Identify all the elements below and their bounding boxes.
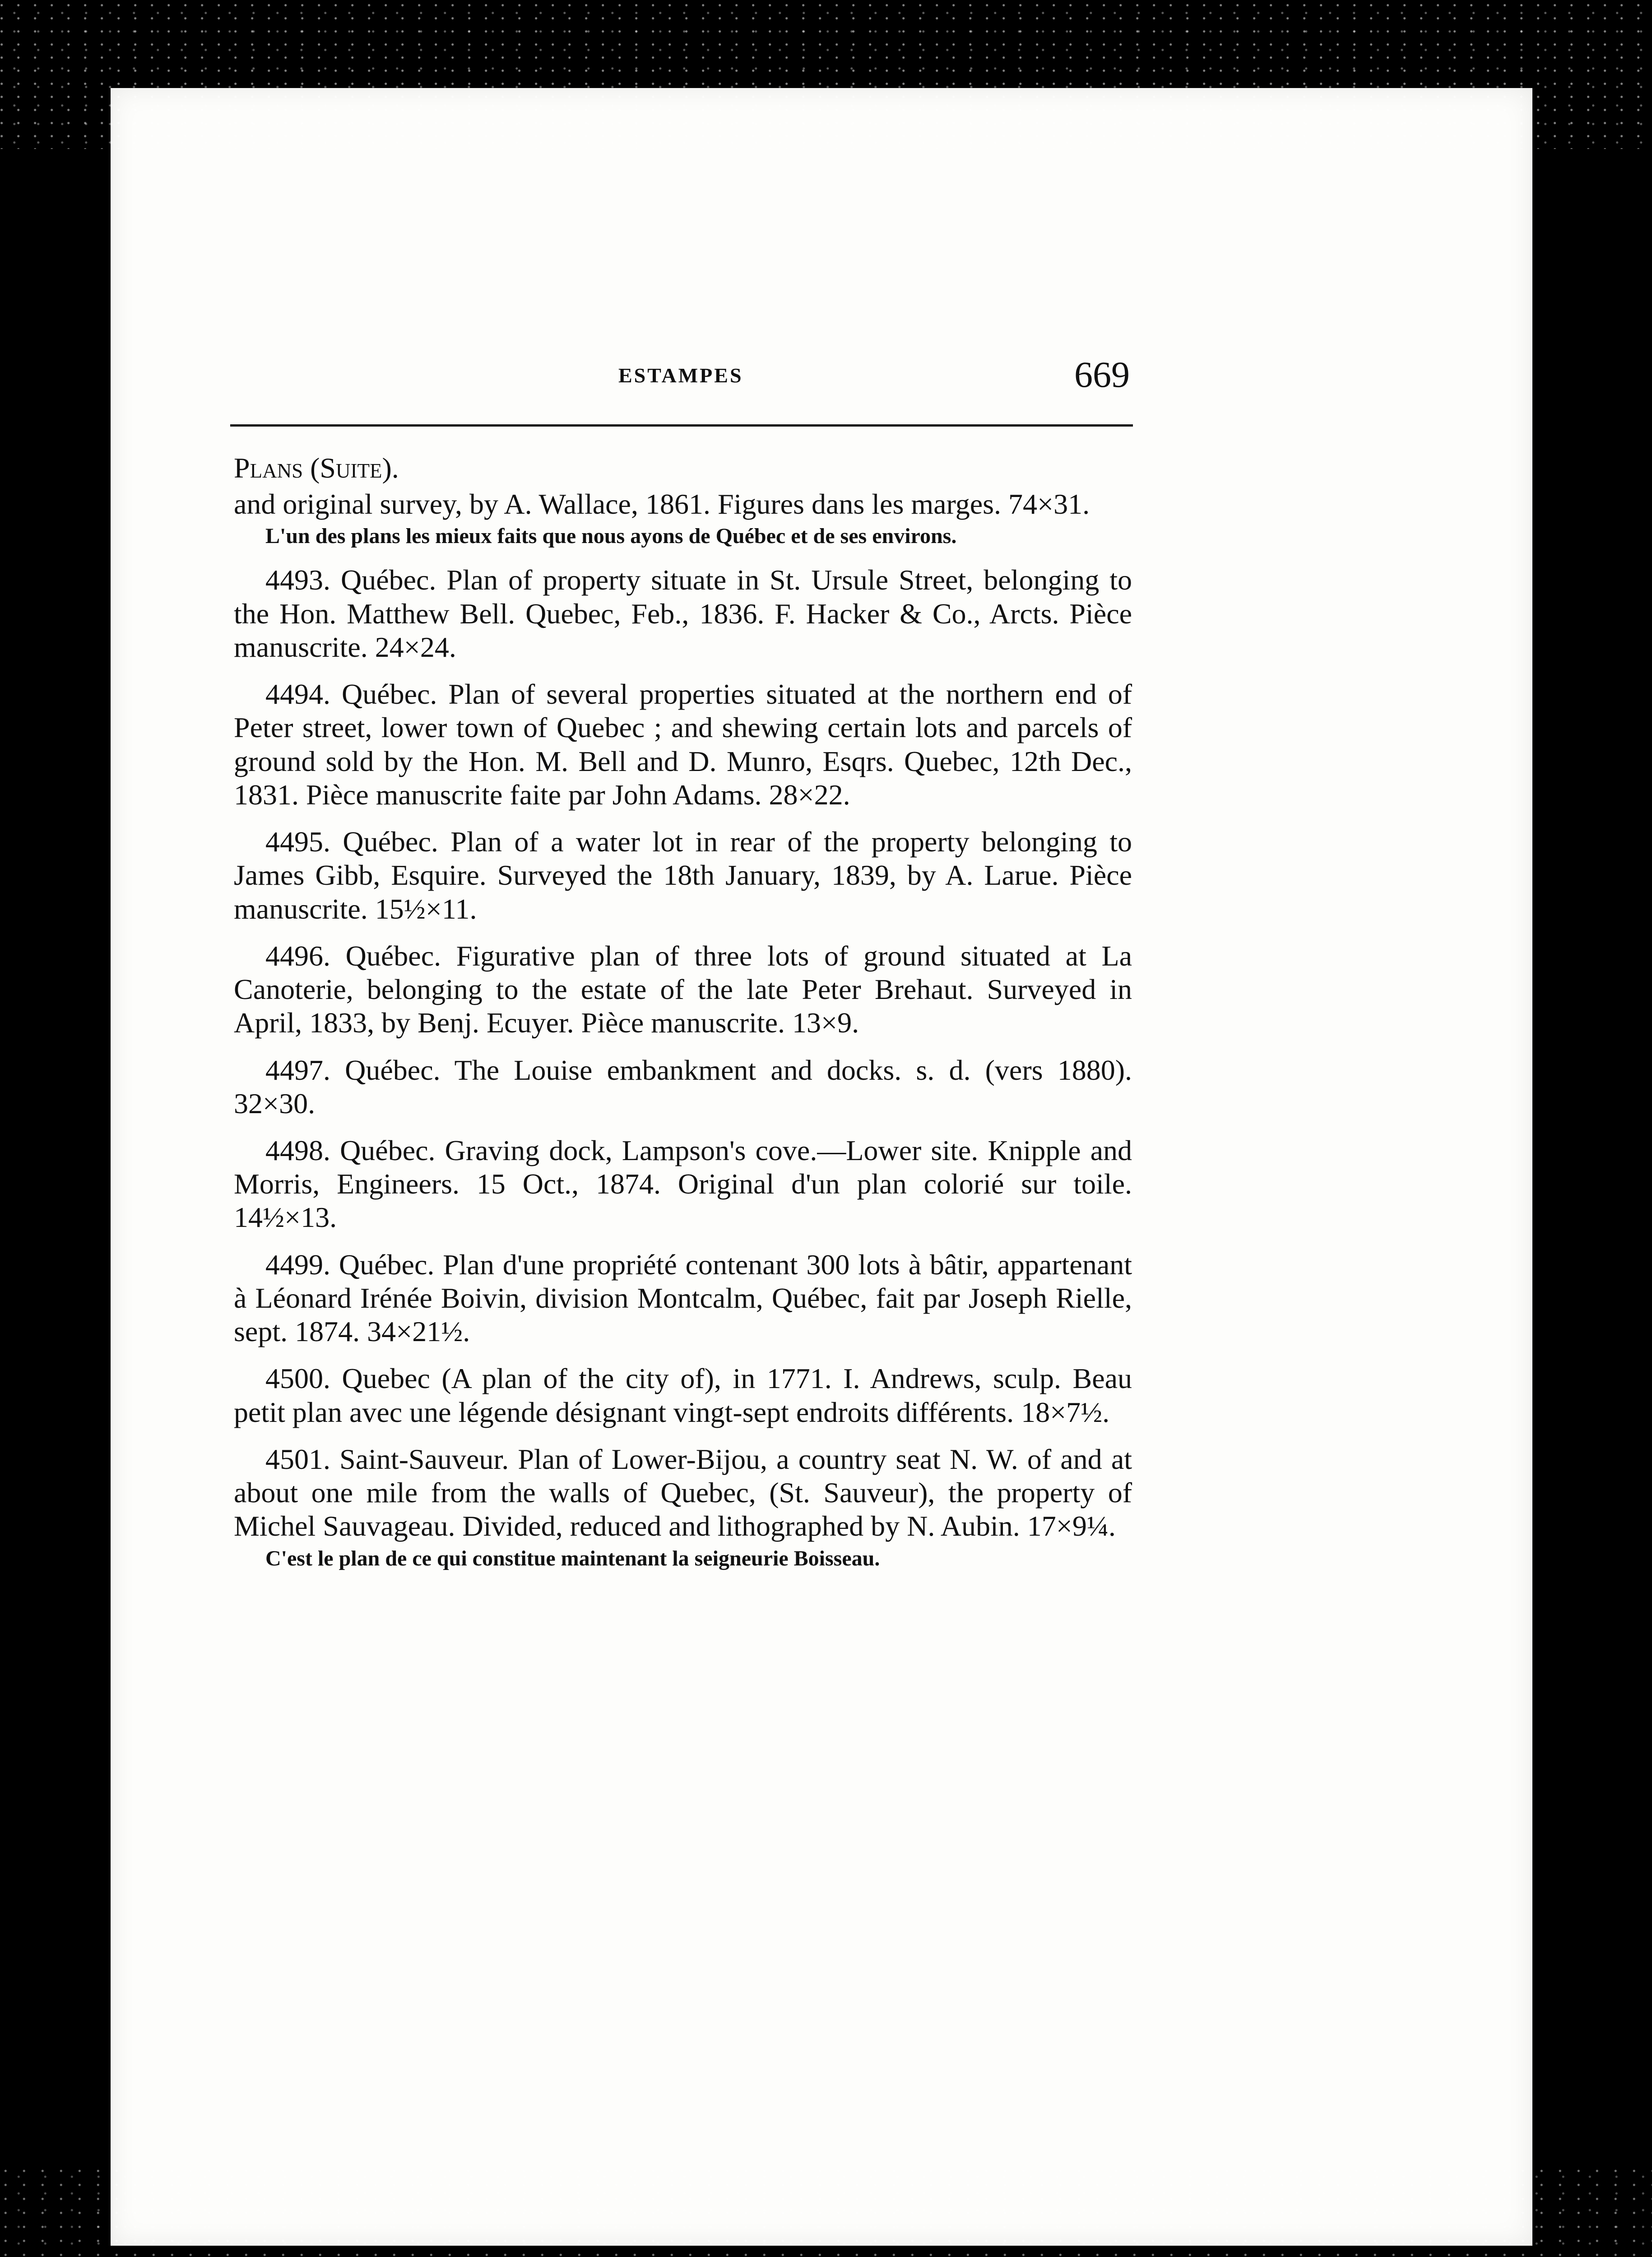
entry-number: 4493. <box>265 564 330 596</box>
entry-text: Saint-Sauveur. Plan of Lower-Bijou, a country seat N. W. of and at about one mile from the walls of Quebec, (St. Sauveur), the property of Michel Sauvageau. Divided, reduced and lithographed by N. Aubin. 17×9¼. <box>234 1443 1132 1542</box>
catalog-entry <box>234 563 1132 664</box>
catalog-entry <box>234 1054 1132 1120</box>
entry-text: Québec. Plan of property situate in St. Ursule Street, belonging to the Hon. Matthew Bell. Quebec, Feb., 1836. F. Hacker & Co., Arcts. Pièce manuscrite. 24×24. <box>234 564 1132 663</box>
catalog-entry <box>234 825 1132 926</box>
entry-number: 4500. <box>265 1362 330 1395</box>
running-head <box>230 354 1133 418</box>
entry-number: 4498. <box>265 1134 330 1166</box>
section-title: Plans (Suite). <box>234 452 399 484</box>
catalog-entry <box>234 678 1132 812</box>
entry-note: C'est le plan de ce qui constitue maintenant la seigneurie Boisseau. <box>265 1546 880 1570</box>
running-head-title: ESTAMPES <box>618 364 743 387</box>
entry-text: Québec. Plan of several properties situated at the northern end of Peter street, lower town of Quebec ; and shewing certain lots and parcels of ground sold by the Hon. M. Bell and D. Munro, Esqrs. Quebec, 12th Dec., 1831. Pièce manuscrite faite par John Adams. 28×22. <box>234 678 1132 811</box>
entry-text: Québec. The Louise embankment and docks. s. d. (vers 1880). 32×30. <box>234 1054 1132 1119</box>
entry-number: 4494. <box>265 678 330 711</box>
entry-number: 4495. <box>265 826 330 858</box>
catalog-entry <box>234 1134 1132 1235</box>
catalog-entry <box>234 1443 1132 1543</box>
entry-text: Quebec (A plan of the city of), in 1771. I. Andrews, sculp. Beau petit plan avec une légende désignant vingt-sept endroits différents. 18×7½. <box>234 1362 1132 1428</box>
entry-text: Québec. Figurative plan of three lots of ground situated at La Canoterie, belonging to the estate of the late Peter Brehaut. Surveyed in April, 1833, by Benj. Ecuyer. Pièce manuscrite. 13×9. <box>234 939 1132 1039</box>
entry-text: Québec. Plan d'une propriété contenant 300 lots à bâtir, appartenant à Léonard Irénée Boivin, division Montcalm, Québec, fait par Joseph Rielle, sept. 1874. 34×21½. <box>234 1248 1132 1348</box>
entry-number: 4501. <box>265 1443 330 1475</box>
catalog-entry <box>234 1362 1132 1429</box>
entry-number: 4499. <box>265 1248 330 1281</box>
entry-note: L'un des plans les mieux faits que nous ayons de Québec et de ses environs. <box>265 524 957 548</box>
entry-text: and original survey, by A. Wallace, 1861. Figures dans les marges. 74×31. <box>234 488 1090 520</box>
catalog-entry <box>234 939 1132 1040</box>
entry-continuation <box>234 488 1132 521</box>
entry-number: 4496. <box>265 939 330 972</box>
header-rule <box>230 424 1133 427</box>
entry-text: Québec. Plan of a water lot in rear of the property belonging to James Gibb, Esquire. Surveyed the 18th January, 1839, by A. Larue. Pièce manuscrite. 15½×11. <box>234 826 1132 925</box>
page-body <box>234 451 1132 1586</box>
catalog-entry <box>234 1248 1132 1349</box>
entry-text: Québec. Graving dock, Lampson's cove.—Lower site. Knipple and Morris, Engineers. 15 Oct., 1874. Original d'un plan colorié sur toile. 14½×13. <box>234 1134 1132 1234</box>
entry-number: 4497. <box>265 1054 330 1086</box>
page-number: 669 <box>1074 354 1130 395</box>
